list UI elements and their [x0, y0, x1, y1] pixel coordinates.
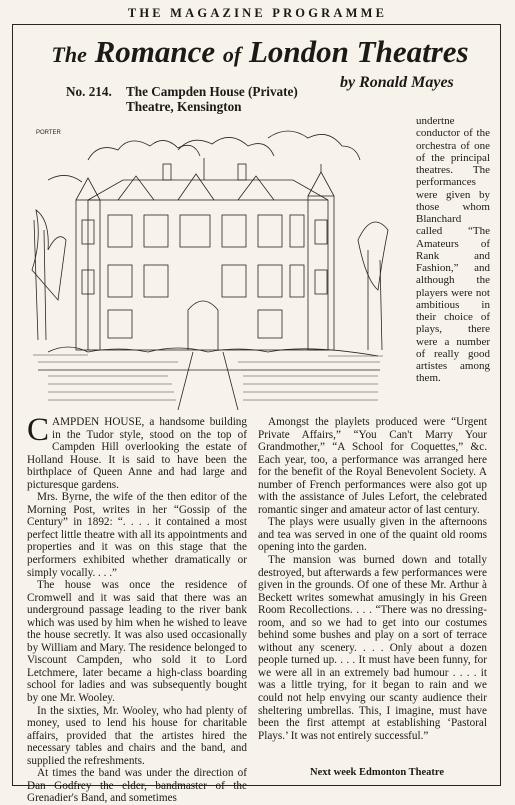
left-paragraph-2: Mrs. Byrne, the wife of the then editor of the Morning Post, writes in her “Gossip of the Century” in 1892: “. . . . it contained a most perfect little theatre with all its appointments and properties and it was on this stage that the performers exhibited whether dramatically or simply vocally. . . .” [27, 491, 247, 579]
narrow-column [416, 115, 490, 385]
title-main: Romance [94, 34, 216, 69]
article-title [20, 34, 500, 70]
article-number: No. 214. [66, 84, 112, 99]
left-paragraph-5: At times the band was under the direction of Dan Godfrey the elder, bandmaster of the Grenadier's Band, and sometimes [27, 767, 247, 805]
narrow-paragraph: undertne conductor of the orchestra of one of the principal theatres. The performances were given by those whom Blanchard called “The Amateurs of Rank and Fashion,” and although the players were not ambitious in their choice of plays, there were a number of really good artistes among them. [416, 115, 490, 385]
title-of: of [222, 42, 242, 67]
campden-house-illustration [28, 120, 390, 410]
subject-line-2: Theatre, Kensington [126, 99, 242, 114]
subject-line-1: The Campden House (Private) [126, 84, 298, 99]
left-paragraph-4: In the sixties, Mr. Wooley, who had plenty of money, used to lend his house for charitable affairs, provided that the artistes hired the necessary tables and chairs and the band, and supplied the refreshments. [27, 704, 247, 767]
right-paragraph-2: The plays were usually given in the afternoons and tea was served in one of the quaint old rooms opening into the garden. [258, 516, 487, 554]
right-column [258, 416, 487, 742]
left-column [27, 412, 247, 805]
title-prefix: The [51, 42, 87, 67]
title-end: London Theatres [248, 34, 469, 69]
left-paragraph-3: The house was once the residence of Cromwell and it was said that there was an underground passage leading to the river bank which was used by him when he wished to leave the house secretly. It was also used occasionally by William and Mary. The residence belonged to Viscount Campden, who sold it to Lord Letchmere, later became a high-class boarding school for ladies and was subsequently bought by one Mr. Wooley. [27, 579, 247, 705]
left-paragraph-1-text: AMPDEN HOUSE, a handsome building in the Tudor style, stood on the top of Campden Hill overlooking the estate of Holland House. It is said to have been the birthplace of Queen Anne and had large and picturesque gardens. [27, 416, 247, 491]
running-title: THE MAGAZINE PROGRAMME [127, 6, 388, 20]
left-paragraph-1 [27, 412, 247, 491]
right-paragraph-1: Amongst the playlets produced were “Urgent Private Affairs,” “You Can't Marry Your Grandmother,” “A School for Coquettes,” &c. Each year, too, a performance was arranged here for the benefit of the Royal Benevolent Society. A number of French performances were also got up with the assistance of Jules Lefort, the celebrated romantic singer and amateur actor of last century. [258, 416, 487, 516]
article-subhead [66, 84, 298, 114]
drop-cap: C [27, 412, 50, 448]
next-week-note: Next week Edmonton Theatre [310, 767, 445, 778]
author-byline: by Ronald Mayes [340, 74, 454, 91]
right-paragraph-3: The mansion was burned down and totally destroyed, but afterwards a few performances were given in the grounds. Of one of these Mr. Arthur à Beckett writes somewhat amusingly in his Green Room Recollections. . . . “There was no dressing-room, and so we had to get into our costumes behind some bushes and play on a sort of terrace without any scenery. . . . Only about a dozen people turned up. . . . It must have been funny, for we were all in an extremely bad humour . . . . it was a little trying, for it began to rain and we could not help envying our scanty audience their sheltering umbrellas. This, I imagine, must have been the first attempt at establishing ‘Pastoral Plays.’ It was not entirely successful.” [258, 554, 487, 742]
illustration-credit: PORTER [36, 130, 61, 136]
